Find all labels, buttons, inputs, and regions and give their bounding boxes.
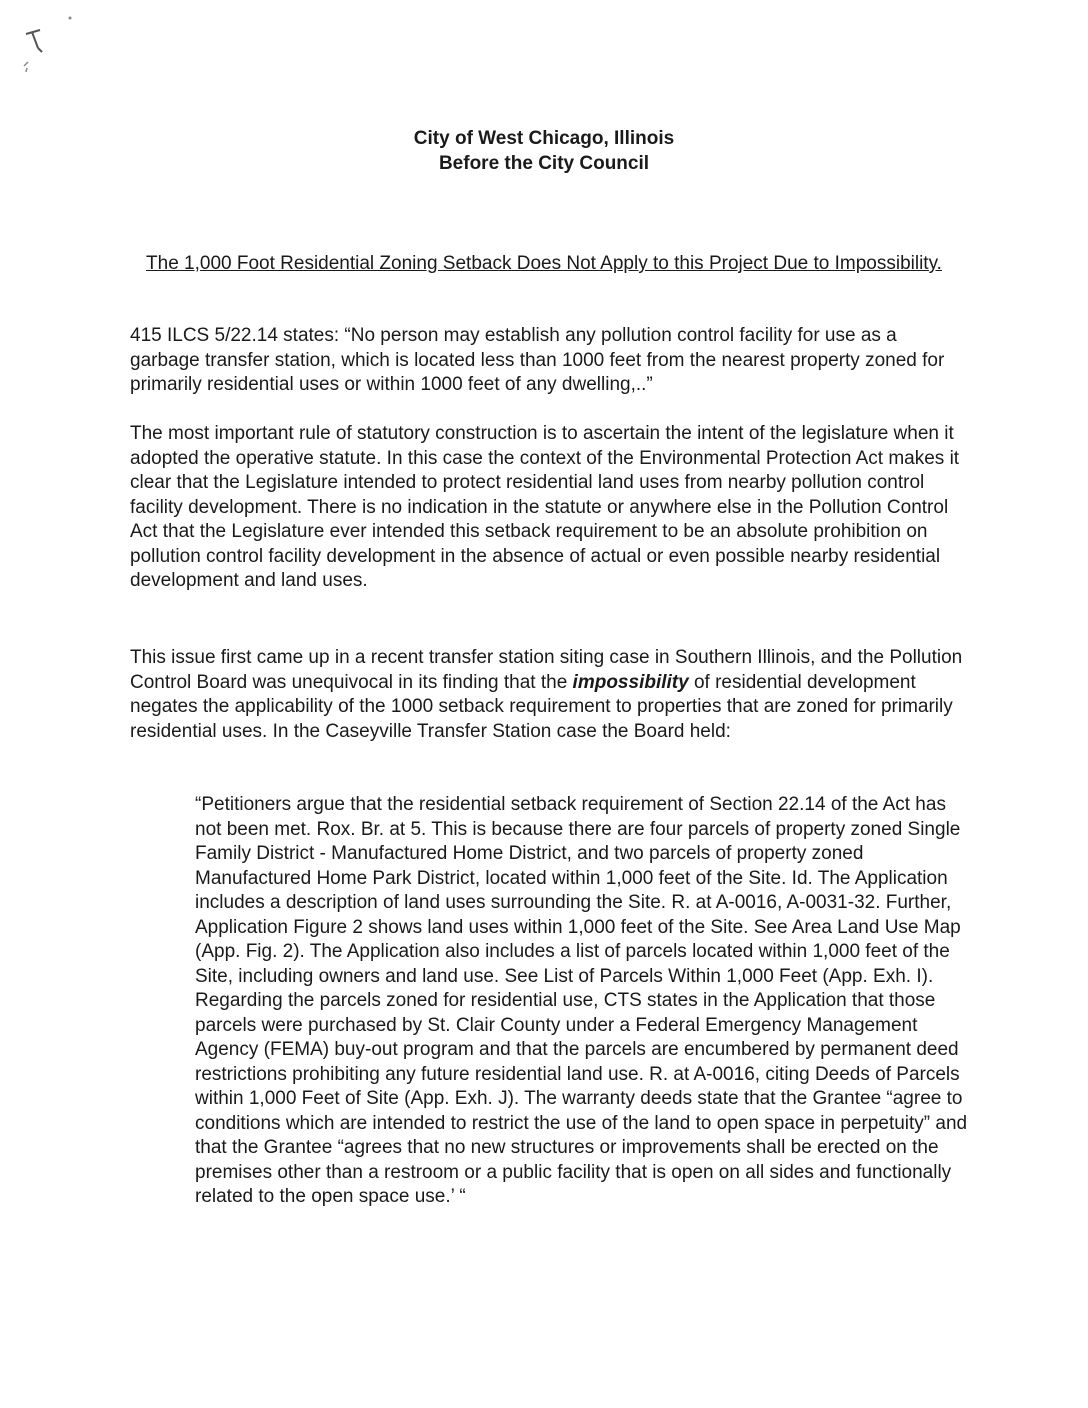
paragraph-construction: The most important rule of statutory construction is to ascertain the intent of the legislature when it adopted the operative statute. In this case the context of the Environmental Protection Act makes it clear that the Legislature intended to protect residential land uses from nearby pollution control facility development. There is no indication in the statute or anywhere else in the Pollution Control Act that the Legislature ever intended this setback requirement to be an absolute prohibition on pollution control facility development in the absence of actual or even possible nearby residential development and land uses. [130, 423, 960, 591]
section-heading: The 1,000 Foot Residential Zoning Setback Does Not Apply to this Project Due to Impossibility. [146, 253, 942, 274]
paragraph-statute: 415 ILCS 5/22.14 states: “No person may establish any pollution control facility for use as a garbage transfer station, which is located less than 1000 feet from the nearest property zoned for primarily residential uses or within 1000 feet of any dwelling,..” [130, 325, 945, 395]
scan-artifact-mark [18, 14, 78, 74]
paragraph-caseyville [130, 646, 970, 744]
block-quote-board-holding: “Petitioners argue that the residential setback requirement of Section 22.14 of the Act has not been met. Rox. Br. at 5. This is because there are four parcels of property zoned Single Family District - Manufactured Home District, and two parcels of property zoned Manufactured Home Park District, located within 1,000 feet of the Site. Id. The Application includes a description of land uses surrounding the Site. R. at A-0016, A-0031-32. Further, Application Figure 2 shows land uses within 1,000 feet of the Site. See Area Land Use Map (App. Fig. 2). The Application also includes a list of parcels located within 1,000 feet of the Site, including owners and land use. See List of Parcels Within 1,000 Feet (App. Exh. I). Regarding the parcels zoned for residential use, CTS states in the Application that those parcels were purchased by St. Clair County under a Federal Emergency Management Agency (FEMA) buy-out program and that the parcels are encumbered by permanent deed restrictions prohibiting any future residential land use. R. at A-0016, citing Deeds of Parcels within 1,000 Feet of Site (App. Exh. J). The warranty deeds state that the Grantee “agree to conditions which are intended to restrict the use of the land to open space in perpetuity” and that the Grantee “agrees that no new structures or improvements shall be erected on the premises other than a restroom or a public facility that is open on all sides and functionally related to the open space use.’ “ [195, 794, 968, 1207]
document-header [0, 126, 1088, 176]
header-city: City of West Chicago, Illinois [413, 128, 675, 149]
paragraph-caseyville-end: of residential development negates the applicability of the 1000 setback requirement to properties that are zoned for primarily residential uses. In the Caseyville Transfer Station case the Board held: [130, 671, 953, 742]
impossibility-emphasis: impossibility [572, 671, 689, 693]
header-council: Before the City Council [438, 153, 650, 174]
paragraph-caseyville-start: This issue first came up in a recent transfer station siting case in Southern Illinois, and the Pollution Control Board was unequivocal in its finding that the [130, 647, 963, 693]
